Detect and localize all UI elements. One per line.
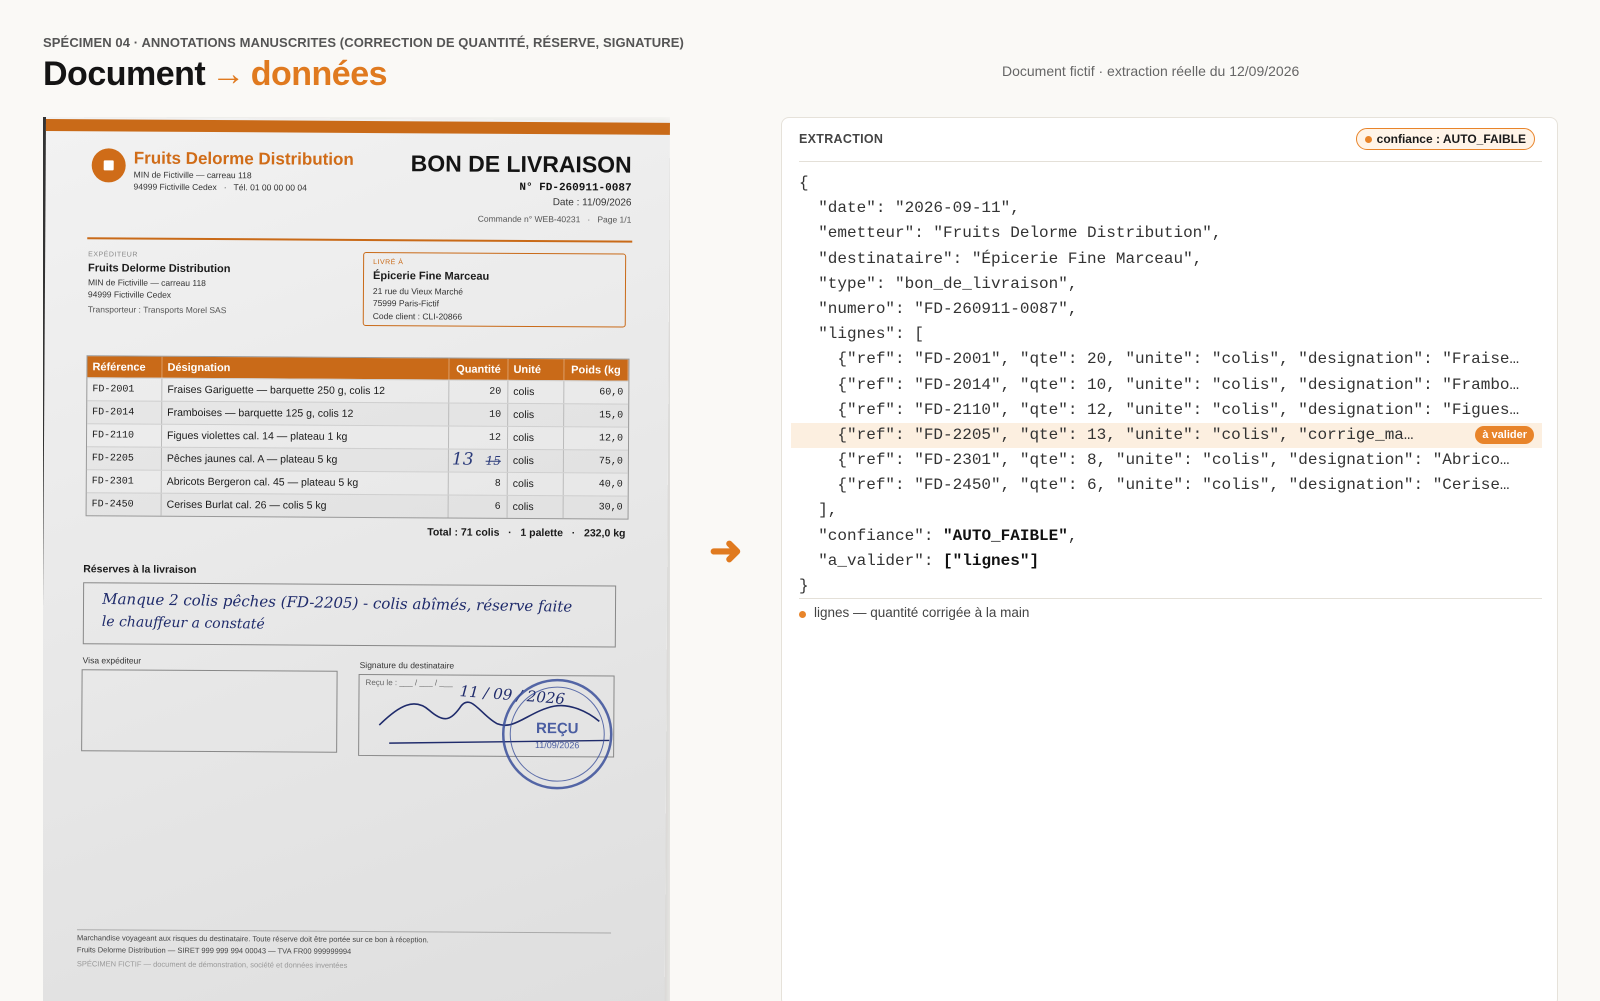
col-header-unite: Unité bbox=[508, 359, 564, 380]
cell-designation: Cerises Burlat cal. 26 — colis 5 kg bbox=[162, 494, 449, 518]
title-document: Document bbox=[43, 55, 206, 93]
company-addr-line: 94999 Fictiville Cedex · Tél. 01 00 00 00 04 bbox=[133, 181, 307, 193]
json-line: {"ref": "FD-2001", "qte": 20, "unite": "colis", "designation": "Fraise… bbox=[799, 350, 1520, 369]
col-header-poids: Poids (kg bbox=[564, 359, 628, 380]
company-addr-line: MIN de Fictiville — carreau 118 bbox=[133, 169, 252, 181]
cell-ref: FD-2205 bbox=[87, 447, 162, 469]
reserves-hand-line: le chauffeur a constaté bbox=[101, 613, 265, 633]
cell-quantite: 6 bbox=[449, 495, 508, 517]
company-name: Fruits Delorme Distribution bbox=[133, 148, 354, 169]
json-line: "a_valider": ["lignes"] bbox=[799, 551, 1040, 570]
destinataire-address bbox=[373, 285, 463, 310]
reserves-hand-line: Manque 2 colis pêches (FD-2205) - colis abîmés, réserve faite bbox=[102, 589, 573, 616]
validation-note: lignes — quantité corrigée à la main bbox=[799, 605, 1029, 620]
json-line: "date": "2026-09-11", bbox=[799, 199, 1020, 218]
signature-stamp-graphic bbox=[359, 675, 616, 797]
json-line: "numero": "FD-260911-0087", bbox=[799, 299, 1078, 318]
table-header bbox=[87, 356, 628, 380]
expediteur-name: Fruits Delorme Distribution bbox=[88, 262, 231, 276]
destinataire-name: Épicerie Fine Marceau bbox=[372, 270, 490, 283]
table-row bbox=[87, 377, 628, 403]
cell-ref: FD-2001 bbox=[87, 378, 162, 400]
footer-company: Fruits Delorme Distribution — SIRET 999 999 994 00043 — TVA FR00 999999994 bbox=[76, 945, 352, 956]
cell-unite: colis bbox=[508, 496, 564, 518]
cell-quantite: 12 bbox=[449, 426, 508, 448]
stamp-date: 11/09/2026 bbox=[534, 740, 580, 751]
cell-quantite: 10 bbox=[449, 403, 508, 425]
col-header-quantite: Quantité bbox=[449, 358, 508, 379]
expediteur-addr-line: 94999 Fictiville Cedex bbox=[87, 289, 172, 300]
cell-unite: colis bbox=[508, 450, 564, 472]
cell-quantite: 20 bbox=[449, 380, 508, 402]
doc-title: BON DE LIVRAISON bbox=[410, 150, 632, 178]
specimen-kicker: SPÉCIMEN 04 · ANNOTATIONS MANUSCRITES (CORRECTION DE QUANTITÉ, RÉSERVE, SIGNATURE) bbox=[43, 35, 684, 50]
dest-addr-line: 75999 Paris-Fictif bbox=[372, 298, 440, 309]
table-total: Total : 71 colis · 1 palette · 232,0 kg bbox=[427, 526, 626, 540]
json-line: {"ref": "FD-2301", "qte": 8, "unite": "colis", "designation": "Abrico… bbox=[799, 451, 1510, 470]
cell-poids: 12,0 bbox=[598, 432, 624, 445]
json-line: "destinataire": "Épicerie Fine Marceau", bbox=[799, 249, 1203, 268]
cell-poids: 60,0 bbox=[599, 386, 624, 399]
json-line: } bbox=[799, 577, 809, 595]
table-row-corrected bbox=[87, 446, 628, 472]
cell-ref: FD-2014 bbox=[87, 401, 162, 423]
col-header-designation: Désignation bbox=[162, 357, 449, 380]
json-line-flagged: {"ref": "FD-2205", "qte": 13, "unite": "colis", "corrige_ma… à valider bbox=[791, 423, 1542, 448]
expediteur-address bbox=[88, 276, 206, 301]
delivery-note-paper bbox=[43, 117, 670, 1001]
cell-quantite: 8 bbox=[449, 472, 508, 494]
livre-kicker: LIVRÉ À bbox=[373, 259, 404, 267]
extraction-title: EXTRACTION bbox=[799, 132, 884, 146]
doc-order: Commande n° WEB-40231 · Page 1/1 bbox=[477, 213, 632, 225]
signature-label: Signature du destinataire bbox=[359, 659, 455, 671]
handwritten-quantity: 13 bbox=[451, 449, 474, 470]
cell-poids: 40,0 bbox=[598, 478, 623, 491]
json-line: "lignes": [ bbox=[799, 325, 924, 344]
table-row bbox=[87, 400, 628, 426]
reserves-handwriting bbox=[102, 588, 573, 642]
paper-top-bar bbox=[46, 119, 670, 135]
reserves-label: Réserves à la livraison bbox=[83, 563, 197, 576]
transporteur: Transporteur : Transports Morel SAS bbox=[87, 304, 227, 316]
company-logo-icon bbox=[92, 148, 126, 182]
recu-le-label: Reçu le : ___ / ___ / ___ bbox=[365, 677, 453, 688]
cell-ref: FD-2301 bbox=[87, 470, 162, 492]
cell-designation: Pêches jaunes cal. A — plateau 5 kg bbox=[162, 448, 449, 472]
json-line: "emetteur": "Fruits Delorme Distribution", bbox=[799, 224, 1222, 243]
json-line: { bbox=[799, 174, 809, 192]
cell-unite: colis bbox=[508, 404, 564, 426]
cell-designation: Figues violettes cal. 14 — plateau 1 kg bbox=[162, 425, 449, 449]
visa-box bbox=[81, 669, 337, 753]
json-line: {"ref": "FD-2450", "qte": 6, "unite": "colis", "designation": "Cerise… bbox=[799, 476, 1510, 495]
cell-quantite-corrected bbox=[449, 449, 508, 471]
reserves-box bbox=[83, 582, 616, 647]
doc-number: N° FD-260911-0087 bbox=[519, 181, 632, 195]
table-row bbox=[87, 492, 628, 518]
page-subtitle: Document fictif · extraction réelle du 12/09/2026 bbox=[1002, 63, 1300, 79]
expediteur-addr-line: MIN de Fictiville — carreau 118 bbox=[87, 277, 206, 288]
cell-designation: Framboises — barquette 125 g, colis 12 bbox=[162, 402, 449, 426]
cell-poids: 15,0 bbox=[599, 409, 624, 422]
cell-unite: colis bbox=[508, 381, 564, 403]
json-line: ], bbox=[799, 501, 838, 520]
page-title bbox=[43, 55, 387, 94]
client-code: Code client : CLI-20866 bbox=[372, 311, 463, 322]
stamp-text: REÇU bbox=[535, 720, 579, 738]
visa-label: Visa expéditeur bbox=[82, 655, 142, 666]
signature-box bbox=[358, 674, 614, 758]
cell-ref: FD-2110 bbox=[87, 424, 162, 446]
lines-table bbox=[86, 355, 630, 519]
panel-divider bbox=[799, 598, 1542, 599]
cell-unite: colis bbox=[508, 473, 564, 495]
expediteur-kicker: EXPÉDITEUR bbox=[88, 251, 138, 259]
col-header-ref: Référence bbox=[87, 356, 162, 377]
extraction-panel bbox=[781, 117, 1558, 1001]
cell-designation: Abricots Bergeron cal. 45 — plateau 5 kg bbox=[162, 471, 449, 495]
title-arrow: → bbox=[211, 55, 245, 93]
destinataire-box bbox=[363, 252, 626, 328]
cell-poids: 75,0 bbox=[598, 455, 623, 468]
arrow-right-icon: ➜ bbox=[709, 529, 743, 573]
panel-divider bbox=[799, 161, 1542, 162]
cell-unite: colis bbox=[508, 427, 564, 449]
footer-terms: Marchandise voyageant aux risques du destinataire. Toute réserve doit être portée sur ce bon à réception. bbox=[76, 933, 429, 945]
json-line: {"ref": "FD-2014", "qte": 10, "unite": "colis", "designation": "Frambo… bbox=[799, 375, 1520, 394]
table-row bbox=[87, 469, 628, 495]
company-address bbox=[134, 169, 307, 194]
table-row bbox=[87, 423, 628, 449]
document-preview bbox=[43, 117, 670, 1001]
dest-addr-line: 21 rue du Vieux Marché bbox=[372, 286, 464, 297]
cell-designation: Fraises Gariguette — barquette 250 g, colis 12 bbox=[162, 379, 449, 403]
confidence-badge: confiance : AUTO_FAIBLE bbox=[1356, 128, 1535, 150]
divider bbox=[87, 237, 632, 242]
json-output bbox=[799, 171, 1542, 599]
signature-date-handwriting: 11 / 09 / 2026 bbox=[459, 682, 566, 709]
cell-ref: FD-2450 bbox=[87, 493, 162, 515]
json-line: "type": "bon_de_livraison", bbox=[799, 274, 1078, 293]
title-donnees: données bbox=[250, 55, 388, 93]
json-line: {"ref": "FD-2110", "qte": 12, "unite": "colis", "designation": "Figues… bbox=[799, 400, 1520, 419]
footer-specimen: SPÉCIMEN FICTIF — document de démonstration, société et données inventées bbox=[76, 959, 348, 970]
json-line: "confiance": "AUTO_FAIBLE", bbox=[799, 526, 1078, 545]
struck-quantity: 15 bbox=[485, 453, 501, 468]
to-validate-tag: à valider bbox=[1475, 426, 1534, 444]
doc-date: Date : 11/09/2026 bbox=[552, 197, 632, 209]
cell-poids: 30,0 bbox=[598, 501, 623, 514]
